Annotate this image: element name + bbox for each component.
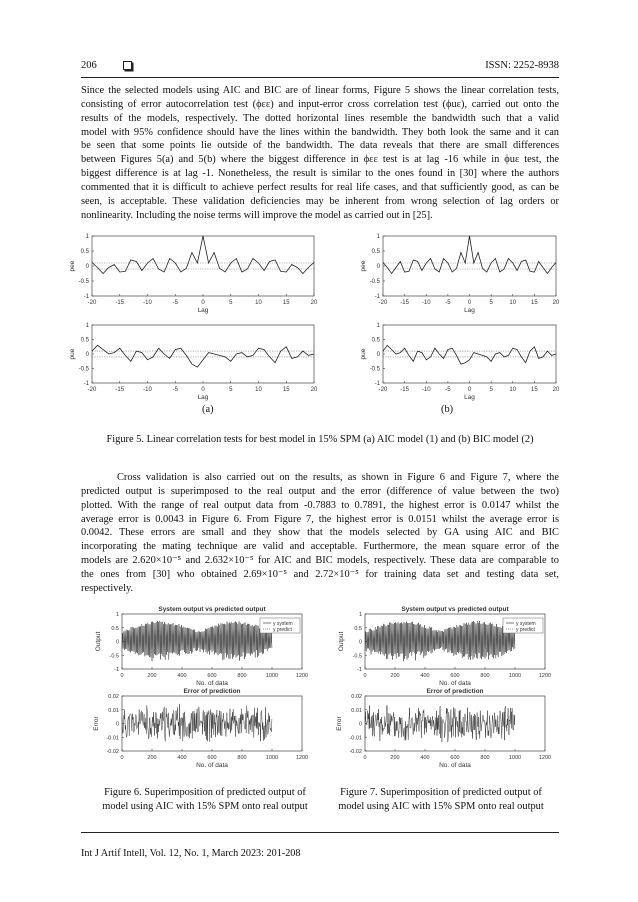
x-tick-label: 5 <box>229 300 233 306</box>
x-tick-label: -5 <box>172 387 178 393</box>
x-tick-label: 0 <box>363 673 367 679</box>
y-axis-label: Output <box>95 631 102 652</box>
y-tick-label: -0.5 <box>369 279 380 285</box>
x-tick-label: 600 <box>450 755 460 761</box>
y-tick-label: -0.5 <box>352 653 362 660</box>
x-tick-label: 200 <box>390 673 400 679</box>
y-tick-label: -1 <box>357 667 362 673</box>
y-tick-label: -0.01 <box>106 735 119 742</box>
x-tick-label: -20 <box>87 300 97 306</box>
x-tick-label: 10 <box>255 387 262 393</box>
text-line: Cross validation is also carried out on the results, as shown in Figure 6 and Figure 7, where the <box>117 472 559 483</box>
y-tick-label: 0.01 <box>108 707 119 714</box>
y-tick-label: 0 <box>376 352 380 358</box>
x-tick-label: -10 <box>421 300 431 306</box>
x-tick-label: 800 <box>480 755 490 761</box>
x-tick-label: 5 <box>489 387 493 393</box>
x-tick-label: 0 <box>120 673 124 679</box>
y-tick-label: 0.5 <box>80 337 89 344</box>
y-tick-label: 1 <box>85 234 89 240</box>
y-tick-label: 0 <box>115 721 119 728</box>
y-tick-label: 0.01 <box>351 707 362 714</box>
y-tick-label: 0.5 <box>111 625 119 632</box>
paragraph-2 <box>81 471 559 596</box>
x-tick-label: -10 <box>143 387 152 393</box>
page-number: 206 <box>81 60 97 71</box>
text-line: be seen that some points lie outside of the bandwidth. The data reveals that there are small differences <box>81 140 559 152</box>
x-axis-label: Lag <box>197 307 209 314</box>
figure-6-caption <box>94 786 316 813</box>
x-tick-label: 10 <box>255 300 262 306</box>
x-tick-label: 1200 <box>295 673 309 679</box>
text-line: the ones from [30] who obtained 2.69×10⁻⁵ and 2.72×10⁻⁵ for training data set and testing data set, <box>81 568 559 580</box>
caption-line: Figure 7. Superimposition of predicted output of <box>340 787 542 798</box>
x-tick-label: 15 <box>282 387 290 393</box>
x-tick-label: 1000 <box>265 755 279 761</box>
text-line: respectively. <box>81 582 134 594</box>
y-tick-label: 1 <box>85 323 89 329</box>
x-tick-label: 0 <box>467 387 472 393</box>
x-tick-label: 0 <box>120 755 124 761</box>
y-tick-label: -0.5 <box>78 279 89 285</box>
x-tick-label: 10 <box>509 387 517 393</box>
text-line: plotted. With the range of real output data from -0.7883 to 0.7891, the highest error is 0.0147 whilst the <box>81 499 559 511</box>
y-tick-label: 0.5 <box>371 337 380 344</box>
legend-entry: y predict <box>516 627 535 633</box>
plot-frame <box>383 236 556 296</box>
x-tick-label: 400 <box>420 755 430 761</box>
x-tick-label: -15 <box>115 300 125 306</box>
y-tick-label: -0.02 <box>349 749 362 755</box>
x-tick-label: 800 <box>237 755 247 761</box>
y-axis-label: Error <box>336 716 343 731</box>
plot-title: Error of prediction <box>426 688 484 695</box>
y-tick-label: -1 <box>374 381 380 387</box>
x-tick-label: 600 <box>450 673 460 679</box>
x-tick-label: 0 <box>201 300 205 306</box>
plot-frame <box>383 325 556 383</box>
y-tick-label: 0.5 <box>80 249 89 255</box>
figure-7-caption <box>330 786 552 813</box>
x-tick-label: 1000 <box>265 673 279 679</box>
x-tick-label: 1200 <box>538 673 552 679</box>
text-line: between Figures 5(a) and 5(b) where the biggest difference in ϕεε test is at lag -16 while in ϕuε test, the <box>81 154 559 166</box>
x-axis-label: Lag <box>464 394 475 401</box>
caption-line: model using AIC with 15% SPM onto real output <box>102 800 308 812</box>
x-tick-label: 600 <box>207 755 217 761</box>
y-axis-label: pue <box>360 348 367 360</box>
text-line: average error is 0.0043 in Figure 6. From Figure 7, the highest error is 0.0151 whilst the average error is <box>81 513 559 525</box>
correlation-line <box>383 236 556 274</box>
page-footer: Int J Artif Intell, Vol. 12, No. 1, March 2023: 201-208 <box>81 848 301 859</box>
text-line: nonlinearity. Including the noise terms will improve the model as carried out in [25]. <box>81 209 433 221</box>
x-tick-label: -15 <box>400 300 409 306</box>
correlation-line <box>383 345 556 364</box>
x-axis-label: Lag <box>464 307 475 314</box>
y-tick-label: 1 <box>115 612 119 618</box>
x-tick-label: -20 <box>87 387 97 393</box>
text-line: 0.0042. These errors are small and they show that the models selected by GA using AIC and BIC <box>81 527 559 539</box>
x-tick-label: 1200 <box>538 755 552 761</box>
plot-title: System output vs predicted output <box>158 606 266 613</box>
error-line <box>122 704 272 742</box>
text-line: biggest difference is at lag -1. Nonetheless, the result is similar to the ones found in [30] where the authors <box>81 168 559 180</box>
x-tick-label: 15 <box>531 387 538 393</box>
x-tick-label: 400 <box>177 673 187 679</box>
y-tick-label: -0.5 <box>109 653 119 660</box>
text-line: model with 95% confidence should have the lines within the bandwidth. They both look the same and it can <box>81 126 559 138</box>
x-tick-label: 0 <box>467 300 472 306</box>
y-tick-label: 0 <box>115 639 119 646</box>
plot-frame <box>92 236 314 296</box>
y-tick-label: 0 <box>85 264 89 270</box>
text-line: commented that it is difficult to achieve perfect results for real life cases, and that sufficiently good, as can be <box>81 181 559 193</box>
y-tick-label: 0.5 <box>371 249 380 255</box>
y-tick-label: -1 <box>114 667 119 673</box>
x-tick-label: -5 <box>445 387 451 393</box>
y-axis-label: Output <box>338 631 345 652</box>
y-tick-label: -1 <box>374 294 380 300</box>
y-tick-label: 0 <box>376 264 380 270</box>
y-tick-label: 1 <box>358 612 362 618</box>
x-tick-label: 20 <box>552 387 560 393</box>
x-tick-label: -20 <box>378 300 388 306</box>
y-system-line <box>122 621 272 661</box>
x-tick-label: 5 <box>229 387 233 393</box>
issn: ISSN: 2252-8938 <box>485 60 559 71</box>
x-tick-label: -10 <box>421 387 431 393</box>
plot-frame <box>92 325 314 383</box>
y-tick-label: 0 <box>85 352 89 358</box>
x-tick-label: -5 <box>172 300 178 306</box>
x-tick-label: 10 <box>509 300 517 306</box>
y-axis-label: pee <box>69 260 76 272</box>
x-tick-label: -20 <box>378 387 388 393</box>
text-line: seen, is acceptable. These validation deficiencies may be inherent from wrong selection of lag orders or <box>81 195 559 207</box>
x-tick-label: 200 <box>390 755 400 761</box>
x-tick-label: 200 <box>147 755 157 761</box>
x-tick-label: 400 <box>420 673 430 679</box>
y-axis-label: Error <box>93 716 100 731</box>
y-tick-label: 0.02 <box>351 694 362 700</box>
x-axis-label: Lag <box>197 394 209 401</box>
x-tick-label: 0 <box>363 755 367 761</box>
text-line: consisting of error autocorrelation test (ϕεε) and input-error cross correlation test (ϕuε), carried out onto the <box>81 98 559 110</box>
y-tick-label: -0.01 <box>349 735 362 742</box>
x-tick-label: -5 <box>445 300 451 306</box>
x-axis-label: No. of data <box>439 762 471 769</box>
x-tick-label: 400 <box>177 755 187 761</box>
subfigure-label-b: (b) <box>441 404 454 415</box>
text-line: predicted output is superimposed to the real output and the error (difference of value between the two) <box>81 485 559 497</box>
plot-title: System output vs predicted output <box>401 606 509 613</box>
x-tick-label: 1200 <box>295 755 309 761</box>
figure-5-caption: Figure 5. Linear correlation tests for best model in 15% SPM (a) AIC model (1) and (b) BIC model (2) <box>106 434 534 445</box>
x-axis-label: No. of data <box>196 680 228 687</box>
y-tick-label: -1 <box>83 381 89 387</box>
plot-title: Error of prediction <box>183 688 241 695</box>
y-tick-label: 1 <box>376 234 380 240</box>
x-tick-label: 15 <box>282 300 290 306</box>
error-line <box>365 705 515 742</box>
y-tick-label: 0.5 <box>354 625 362 632</box>
x-tick-label: 1000 <box>508 673 522 679</box>
correlation-line <box>92 345 314 367</box>
x-tick-label: 20 <box>310 300 318 306</box>
y-tick-label: -0.5 <box>78 366 89 373</box>
y-tick-label: 1 <box>376 323 380 329</box>
caption-line: Figure 6. Superimposition of predicted output of <box>104 787 306 798</box>
text-line: results of the models, respectively. The dotted horizontal lines resemble the bandwidth such that a valid <box>81 112 559 124</box>
x-tick-label: -15 <box>115 387 125 393</box>
y-tick-label: -0.5 <box>369 366 380 373</box>
y-axis-label: pue <box>69 348 76 360</box>
x-axis-label: No. of data <box>196 762 228 769</box>
x-tick-label: 0 <box>201 387 205 393</box>
x-tick-label: 1000 <box>508 755 522 761</box>
x-tick-label: 600 <box>207 673 217 679</box>
y-tick-label: 0.02 <box>108 694 119 700</box>
correlation-line <box>92 236 314 274</box>
x-axis-label: No. of data <box>439 680 471 687</box>
x-tick-label: -15 <box>400 387 409 393</box>
text-line: Since the selected models using AIC and BIC are of linear forms, Figure 5 shows the linear correlation tests, <box>81 85 559 96</box>
y-tick-label: 0 <box>358 639 362 646</box>
x-tick-label: 800 <box>480 673 490 679</box>
footer-rule <box>81 832 559 833</box>
x-tick-label: 800 <box>237 673 247 679</box>
legend-entry: y system <box>273 621 293 627</box>
x-tick-label: 200 <box>147 673 157 679</box>
text-line: incorporating the mating technique are valid and acceptable. Furthermore, the mean square error of the <box>81 541 559 553</box>
y-tick-label: -0.02 <box>106 749 119 755</box>
y-tick-label: -1 <box>83 294 89 300</box>
subfigure-label-a: (a) <box>202 404 214 415</box>
x-tick-label: 15 <box>531 300 538 306</box>
x-tick-label: -10 <box>143 300 152 306</box>
y-axis-label: pee <box>360 260 367 272</box>
legend-entry: y system <box>516 621 536 627</box>
x-tick-label: 5 <box>489 300 493 306</box>
caption-line: model using AIC with 15% SPM onto real output <box>338 800 544 812</box>
y-tick-label: 0 <box>358 721 362 728</box>
y-system-line <box>365 621 515 661</box>
legend-entry: y predict <box>273 627 292 633</box>
text-line: models are 2.620×10⁻⁵ and 2.632×10⁻⁵ for AIC and BIC models, respectively. These data are comparable to <box>81 555 559 567</box>
x-tick-label: 20 <box>310 387 318 393</box>
x-tick-label: 20 <box>552 300 560 306</box>
